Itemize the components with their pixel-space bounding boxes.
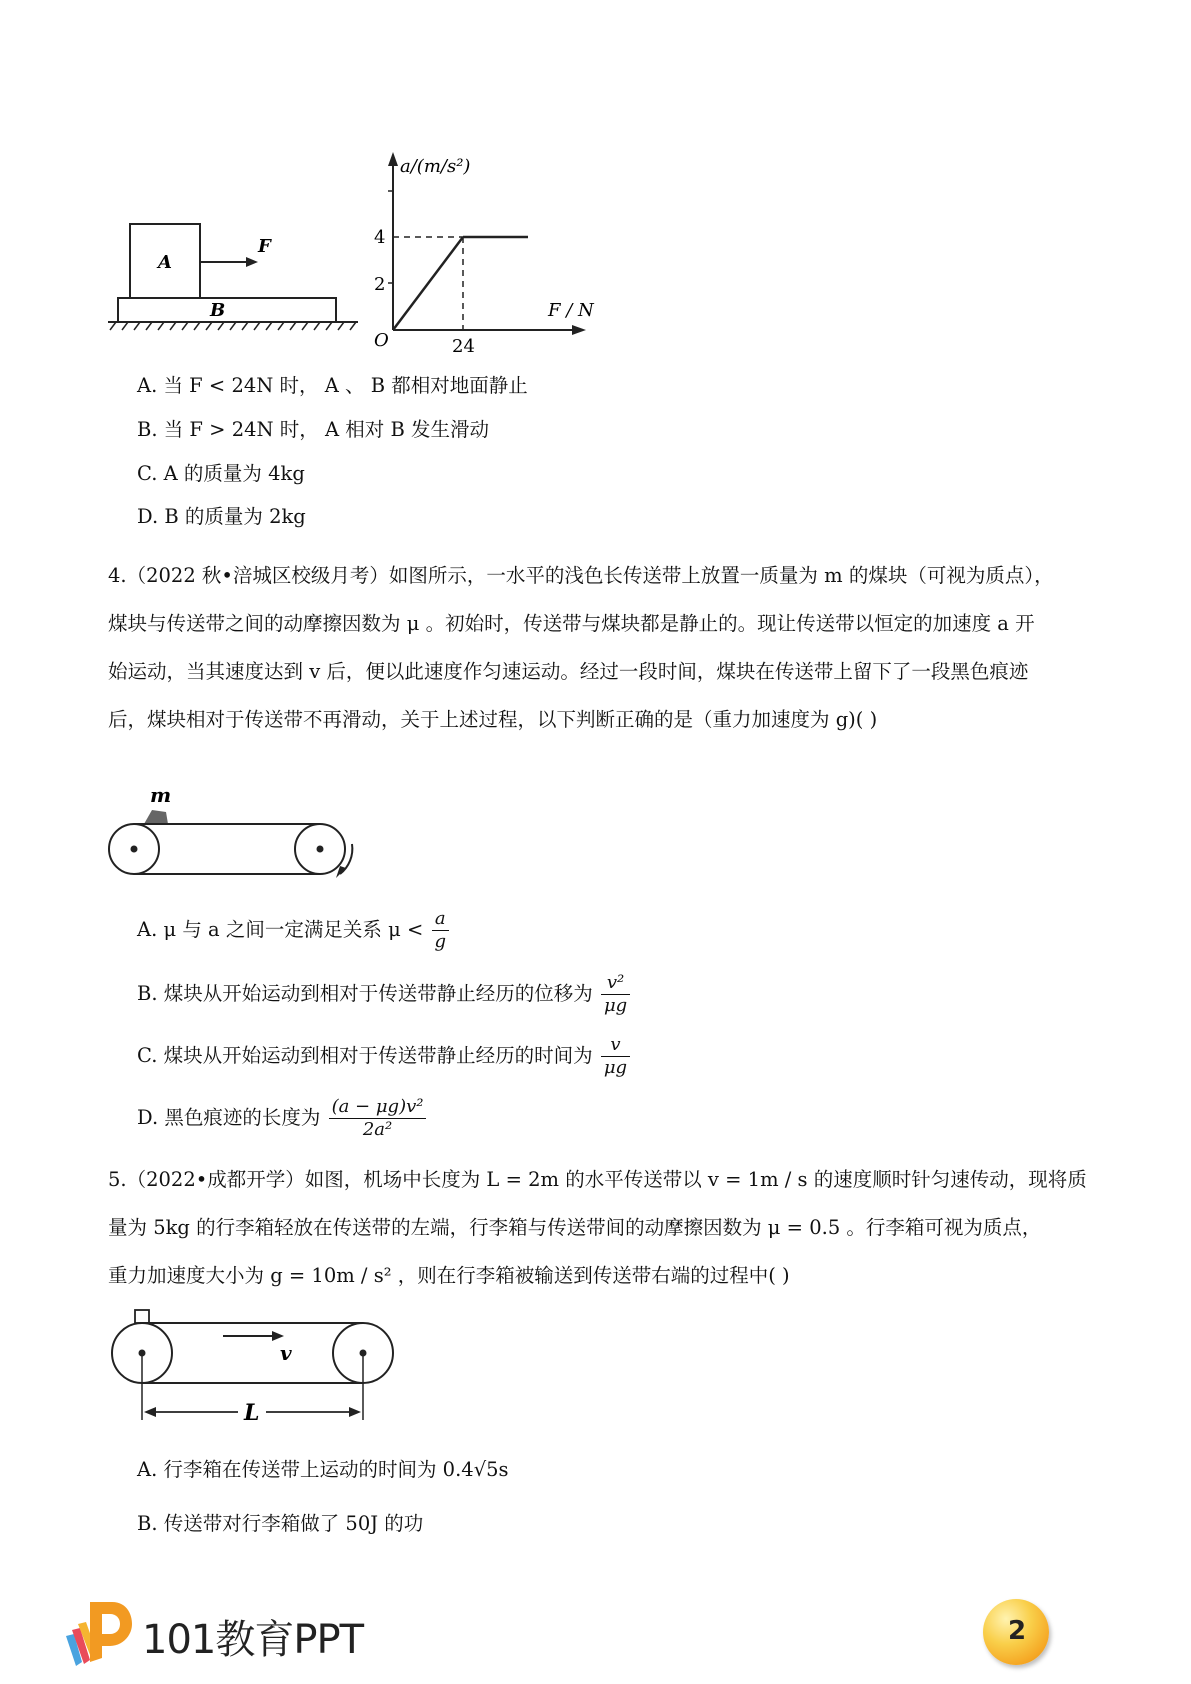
- q4-option-d[interactable]: [137, 1094, 426, 1142]
- option-text: 行李箱在传送带上运动的时间为 0.4√5s: [163, 1458, 509, 1481]
- length-label: L: [244, 1400, 260, 1426]
- option-text: 煤块从开始运动到相对于传送带静止经历的时间为: [163, 1044, 593, 1067]
- velocity-label: v: [280, 1341, 292, 1365]
- brand-name: 101教育PPT: [142, 1617, 364, 1663]
- option-text: 传送带对行李箱做了 50J 的功: [163, 1512, 424, 1535]
- y-axis-label: a/(m/s²): [400, 156, 471, 177]
- q5-option-a[interactable]: [137, 1456, 509, 1484]
- option-label: B.: [137, 418, 158, 441]
- fraction-denominator: μg: [603, 1057, 628, 1078]
- block-a-label: A: [158, 252, 172, 273]
- option-label: B.: [137, 982, 158, 1005]
- mass-label: m: [150, 783, 172, 807]
- fraction-numerator: (a − μg)v²: [329, 1096, 427, 1119]
- y-tick-4: 4: [374, 227, 386, 248]
- fraction: [329, 1096, 427, 1141]
- option-label: C.: [137, 462, 158, 485]
- q3-option-b[interactable]: [137, 416, 489, 444]
- x-tick-24: 24: [452, 336, 475, 357]
- q4-line: 煤块与传送带之间的动摩擦因数为 μ 。初始时，传送带与煤块都是静止的。现让传送带以恒定的加速度 a 开: [108, 612, 1035, 635]
- brand-p-icon: [62, 1596, 134, 1670]
- fraction: [601, 972, 630, 1017]
- x-axis-label: F / N: [548, 300, 594, 321]
- option-label: A.: [137, 1458, 158, 1481]
- q5-line: 量为 5kg 的行李箱轻放在传送带的左端，行李箱与传送带间的动摩擦因数为 μ = 0.5 。行李箱可视为质点，: [108, 1216, 1042, 1239]
- fraction-numerator: v²: [601, 972, 630, 995]
- coal-block: [144, 810, 168, 824]
- figure-conveyor-belt-q4: [108, 780, 388, 880]
- figure-blocks-ab: [108, 140, 648, 380]
- option-label: A.: [137, 374, 158, 397]
- q4-line: 后，煤块相对于传送带不再滑动，关于上述过程，以下判断正确的是（重力加速度为 g)( ): [108, 708, 878, 731]
- fraction: [432, 908, 450, 953]
- q5-line: 5.（2022•成都开学）如图，机场中长度为 L = 2m 的水平传送带以 v = 1m / s 的速度顺时针匀速传动，现将质: [108, 1168, 1087, 1191]
- origin-label: O: [374, 330, 389, 351]
- q4-line: 4.（2022 秋•涪城区校级月考）如图所示，一水平的浅色长传送带上放置一质量为 m 的煤块（可视为质点），: [108, 564, 1054, 587]
- option-text: 煤块从开始运动到相对于传送带静止经历的位移为: [163, 982, 593, 1005]
- q5-line: 重力加速度大小为 g = 10m / s² ，则在行李箱被输送到传送带右端的过程中( ): [108, 1264, 790, 1287]
- option-label: A.: [137, 918, 158, 941]
- figure-conveyor-belt-q5: [108, 1308, 408, 1438]
- q4-question: [108, 552, 1093, 744]
- block-b-label: B: [210, 300, 226, 321]
- option-text: A 的质量为 4kg: [163, 462, 305, 485]
- q3-option-d[interactable]: [137, 503, 306, 531]
- option-text: 当 F > 24N 时， A 相对 B 发生滑动: [163, 418, 489, 441]
- q4-option-c[interactable]: [137, 1032, 630, 1080]
- q5-option-b[interactable]: [137, 1510, 423, 1538]
- fraction-denominator: 2a²: [362, 1119, 393, 1140]
- q4-option-a[interactable]: [137, 906, 449, 954]
- y-tick-2: 2: [374, 274, 386, 295]
- option-text: 当 F < 24N 时， A 、 B 都相对地面静止: [163, 374, 528, 397]
- q5-question: [108, 1156, 1093, 1300]
- option-label: C.: [137, 1044, 158, 1067]
- acceleration-force-graph: [374, 152, 595, 357]
- option-text: 黑色痕迹的长度为: [164, 1106, 321, 1129]
- block-b: [118, 298, 336, 322]
- option-label: D.: [137, 1106, 159, 1129]
- q4-line: 始运动，当其速度达到 v 后，便以此速度作匀速运动。经过一段时间，煤块在传送带上留下了一段黑色痕迹: [108, 660, 1029, 683]
- luggage-box: [135, 1310, 149, 1323]
- page-number: 2: [1008, 1616, 1027, 1646]
- brand-logo: [62, 1596, 382, 1670]
- q3-option-a[interactable]: [137, 372, 528, 400]
- page-number-badge: [983, 1599, 1049, 1665]
- q4-option-b[interactable]: [137, 970, 630, 1018]
- option-label: B.: [137, 1512, 158, 1535]
- fraction-numerator: a: [432, 908, 450, 931]
- fraction-denominator: g: [434, 931, 447, 952]
- fraction-denominator: μg: [603, 995, 628, 1016]
- force-label: F: [258, 236, 271, 257]
- fraction: [601, 1034, 630, 1079]
- option-text: μ 与 a 之间一定满足关系 μ <: [163, 918, 424, 941]
- fraction-numerator: v: [601, 1034, 630, 1057]
- q3-option-c[interactable]: [137, 460, 305, 488]
- option-text: B 的质量为 2kg: [164, 505, 306, 528]
- option-label: D.: [137, 505, 159, 528]
